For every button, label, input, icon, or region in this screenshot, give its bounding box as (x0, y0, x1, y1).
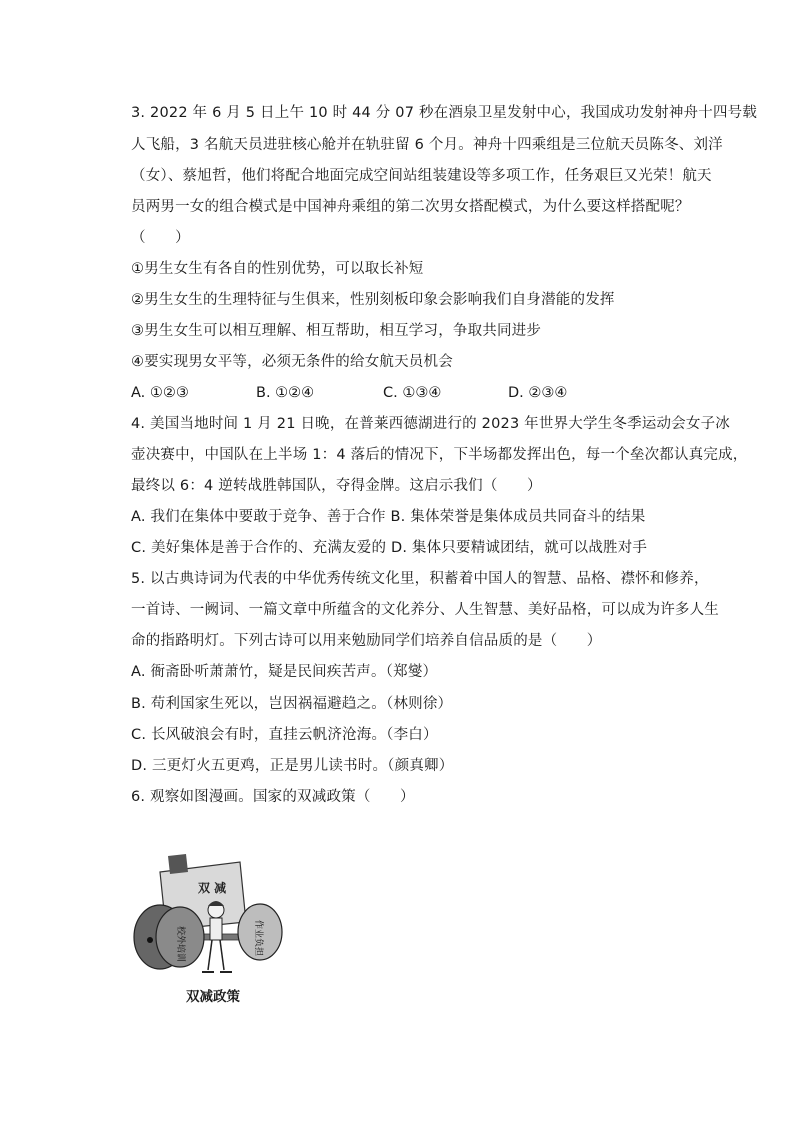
q3-answer-bracket: （ ） (131, 230, 190, 246)
q3-line-4: 员两男一女的组合模式是中国神舟乘组的第二次男女搭配模式，为什么要这样搭配呢？ (131, 199, 690, 215)
q5-option-b: B. 苟利国家生死以，岂因祸福避趋之。（林则徐） (131, 696, 453, 712)
q3-statement-3: ③男生女生可以相互理解、相互帮助，相互学习，争取共同进步 (131, 323, 542, 339)
q3-line-3: （女）、蔡旭哲，他们将配合地面完成空间站组装建设等多项工作，任务艰巨又光荣！航天 (131, 168, 712, 184)
q3-option-b: B. ①②④ (256, 385, 315, 401)
board-text: 双 减 (198, 881, 227, 895)
q5-option-d: D. 三更灯火五更鸡，正是男儿读书时。（颜真卿） (131, 758, 454, 774)
hand-sleeve (168, 854, 188, 874)
q5-option-a: A. 衙斋卧听萧萧竹，疑是民间疾苦声。（郑燮） (131, 664, 438, 680)
boy-body (210, 918, 222, 940)
right-weight-label: 作业负担 (253, 920, 263, 957)
q4-options-row-2: C. 美好集体是善于合作的、充满友爱的 D. 集体只要精诚团结，就可以战胜对手 (131, 540, 648, 556)
q3-option-d: D. ②③④ (508, 385, 568, 401)
q3-line-2: 人飞船，3 名航天员进驻核心舱并在轨驻留 6 个月。神舟十四乘组是三位航天员陈冬、刘洋 (131, 137, 723, 153)
q4-options-row-1: A. 我们在集体中要敢于竞争、善于合作 B. 集体荣誉是集体成员共同奋斗的结果 (131, 509, 646, 525)
q3-line-1: 3. 2022 年 6 月 5 日上午 10 时 44 分 07 秒在酒泉卫星发射中心，我国成功发射神舟十四号载 (131, 105, 758, 121)
q3-statement-2: ②男生女生的生理特征与生俱来，性别刻板印象会影响我们自身潜能的发挥 (131, 292, 615, 308)
boy-right-leg (220, 940, 224, 970)
q3-statement-1: ①男生女生有各自的性别优势，可以取长补短 (131, 261, 424, 277)
q5-line-3: 命的指路明灯。下列古诗可以用来勉励同学们培养自信品质的是（ ） (131, 633, 602, 649)
q5-line-2: 一首诗、一阙词、一篇文章中所蕴含的文化养分、人生智慧、美好品格，可以成为许多人生 (131, 602, 719, 618)
left-weight-hub (147, 937, 153, 943)
q4-line-2: 壶决赛中，中国队在上半场 1：4 落后的情况下，下半场都发挥出色，每一个垒次都认真完成， (131, 447, 748, 463)
q6-line-1: 6. 观察如图漫画。国家的双减政策（ ） (131, 789, 415, 805)
q5-option-c: C. 长风破浪会有时，直挂云帆济沧海。（李白） (131, 727, 438, 743)
left-weight-label: 校外培训 (175, 926, 185, 963)
double-reduction-cartoon (128, 852, 298, 1007)
q4-line-1: 4. 美国当地时间 1 月 21 日晚，在普莱西德湖进行的 2023 年世界大学生冬季运动会女子冰 (131, 416, 730, 432)
q4-line-3: 最终以 6：4 逆转战胜韩国队，夺得金牌。这启示我们（ ） (131, 478, 542, 494)
q3-options-row (131, 383, 691, 403)
q3-statement-4: ④要实现男女平等，必须无条件的给女航天员机会 (131, 354, 453, 370)
q3-option-c: C. ①③④ (383, 385, 442, 401)
q5-line-1: 5. 以古典诗词为代表的中华优秀传统文化里，积蓄着中国人的智慧、品格、襟怀和修养， (131, 571, 709, 587)
boy-left-leg (208, 940, 212, 970)
cartoon-caption: 双减政策 (186, 989, 240, 1005)
q3-option-a: A. ①②③ (131, 385, 189, 401)
